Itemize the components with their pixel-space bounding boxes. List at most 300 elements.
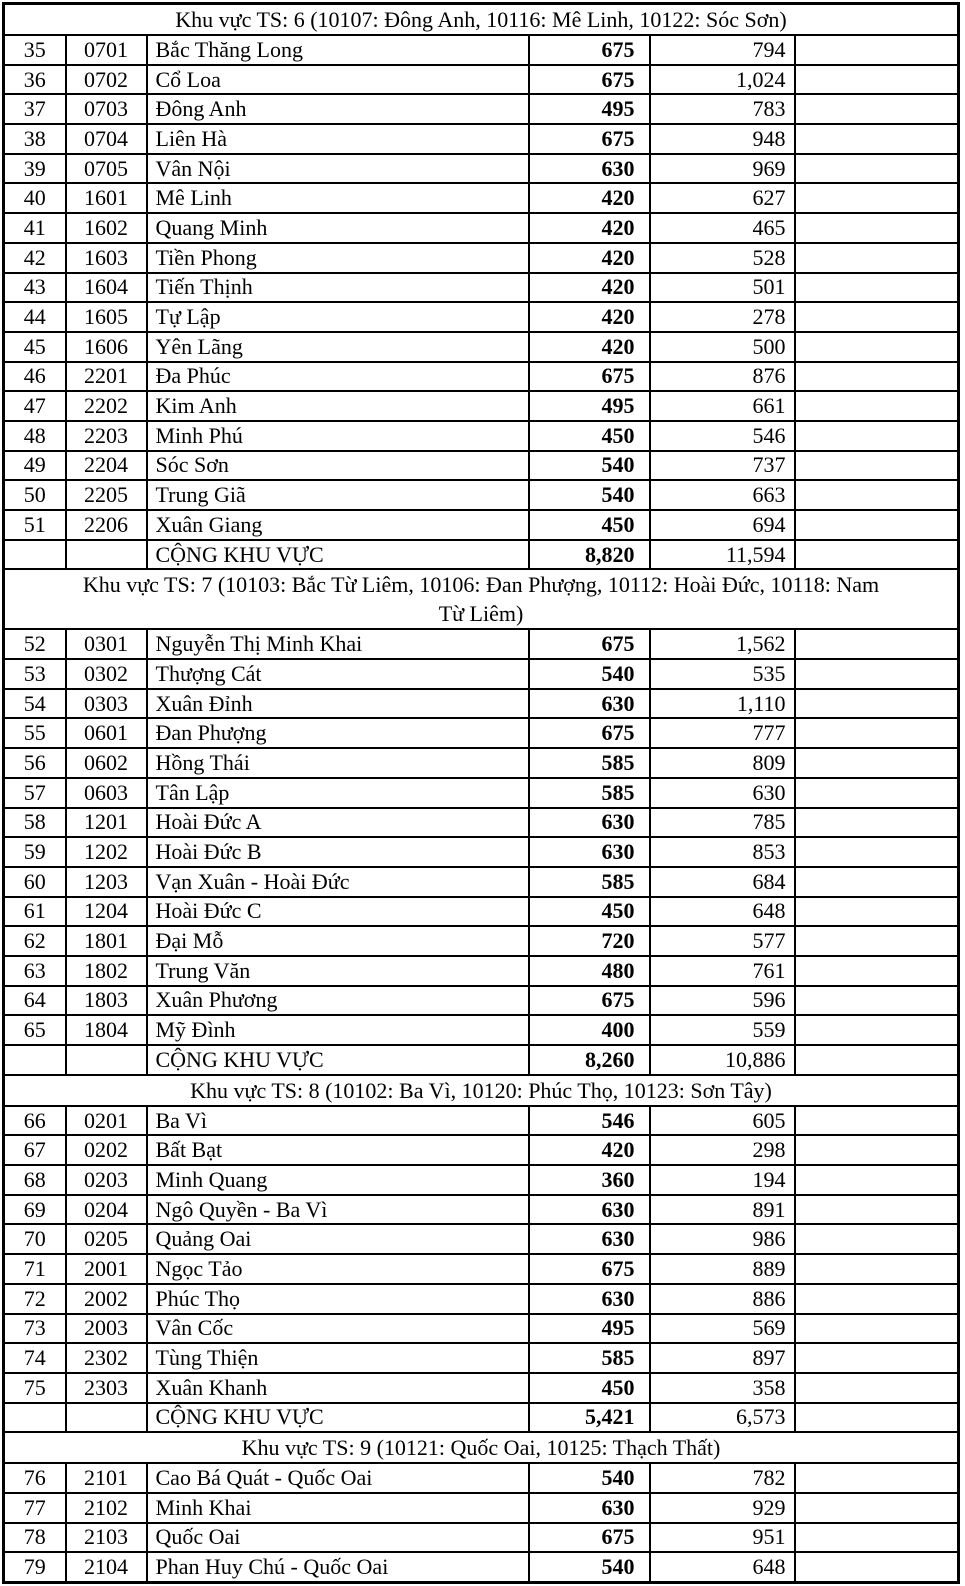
- col-school-name: Ba Vì: [147, 1106, 529, 1136]
- school-row: [4, 1224, 959, 1254]
- col-quota: 450: [529, 897, 650, 927]
- col-applied: 596: [650, 986, 795, 1016]
- col-code: 1803: [66, 986, 147, 1016]
- col-code: 1202: [66, 837, 147, 867]
- col-school-name: Ngọc Tảo: [147, 1254, 529, 1284]
- col-school-name: Quốc Oai: [147, 1523, 529, 1553]
- school-row: [4, 451, 959, 481]
- col-no: 57: [4, 778, 66, 808]
- col-no: 63: [4, 956, 66, 986]
- col-school-name: Sóc Sơn: [147, 451, 529, 481]
- col-no: 43: [4, 273, 66, 303]
- col-code: 2204: [66, 451, 147, 481]
- total-applied: 10,886: [650, 1045, 795, 1075]
- col-blank: [795, 332, 959, 362]
- col-blank: [795, 154, 959, 184]
- col-quota: 585: [529, 778, 650, 808]
- col-applied: 569: [650, 1314, 795, 1344]
- col-school-name: Đa Phúc: [147, 362, 529, 392]
- col-applied: 897: [650, 1343, 795, 1373]
- col-school-name: Kim Anh: [147, 391, 529, 421]
- col-no: 62: [4, 926, 66, 956]
- col-school-name: Đại Mỗ: [147, 926, 529, 956]
- col-code: 0203: [66, 1165, 147, 1195]
- col-school-name: Vân Nội: [147, 154, 529, 184]
- col-blank: [795, 1343, 959, 1373]
- col-school-name: Tiền Phong: [147, 243, 529, 273]
- school-row: [4, 421, 959, 451]
- col-no: 70: [4, 1224, 66, 1254]
- col-applied: 684: [650, 867, 795, 897]
- col-school-name: Hoài Đức C: [147, 897, 529, 927]
- col-quota: 630: [529, 837, 650, 867]
- school-row: [4, 1552, 959, 1582]
- col-no: 60: [4, 867, 66, 897]
- school-row: [4, 1343, 959, 1373]
- section-header-row: [4, 4, 959, 36]
- section-header-row: [4, 1075, 959, 1106]
- col-applied: 761: [650, 956, 795, 986]
- col-quota: 675: [529, 35, 650, 65]
- total-empty-code: [66, 540, 147, 570]
- col-quota: 420: [529, 332, 650, 362]
- col-applied: 535: [650, 659, 795, 689]
- total-empty-no: [4, 1045, 66, 1075]
- col-code: 0302: [66, 659, 147, 689]
- col-quota: 540: [529, 1463, 650, 1493]
- school-row: [4, 659, 959, 689]
- col-applied: 886: [650, 1284, 795, 1314]
- col-no: 37: [4, 94, 66, 124]
- col-applied: 694: [650, 510, 795, 540]
- col-blank: [795, 1224, 959, 1254]
- section-header-text: Khu vực TS: 9 (10121: Quốc Oai, 10125: Thạch Thất): [241, 1435, 721, 1461]
- admission-table: [2, 2, 960, 1584]
- col-code: 2202: [66, 391, 147, 421]
- col-no: 52: [4, 629, 66, 659]
- col-code: 0602: [66, 748, 147, 778]
- section-header-row: [4, 1432, 959, 1463]
- col-school-name: Hoài Đức B: [147, 837, 529, 867]
- col-quota: 495: [529, 1314, 650, 1344]
- col-blank: [795, 302, 959, 332]
- col-quota: 630: [529, 1493, 650, 1523]
- col-applied: 627: [650, 183, 795, 213]
- col-school-name: Liên Hà: [147, 124, 529, 154]
- col-quota: 495: [529, 94, 650, 124]
- col-code: 2206: [66, 510, 147, 540]
- col-blank: [795, 659, 959, 689]
- col-code: 2303: [66, 1373, 147, 1403]
- col-code: 2102: [66, 1493, 147, 1523]
- col-applied: 782: [650, 1463, 795, 1493]
- school-row: [4, 213, 959, 243]
- col-no: 39: [4, 154, 66, 184]
- col-quota: 630: [529, 808, 650, 838]
- col-school-name: Quang Minh: [147, 213, 529, 243]
- col-quota: 540: [529, 1552, 650, 1582]
- col-applied: 948: [650, 124, 795, 154]
- col-applied: 559: [650, 1015, 795, 1045]
- col-quota: 675: [529, 124, 650, 154]
- col-quota: 585: [529, 748, 650, 778]
- total-quota: 8,260: [529, 1045, 650, 1075]
- col-code: 0703: [66, 94, 147, 124]
- col-blank: [795, 1314, 959, 1344]
- col-school-name: Tùng Thiện: [147, 1343, 529, 1373]
- col-blank: [795, 1523, 959, 1553]
- col-school-name: Minh Quang: [147, 1165, 529, 1195]
- col-quota: 420: [529, 213, 650, 243]
- col-code: 2205: [66, 480, 147, 510]
- col-applied: 528: [650, 243, 795, 273]
- col-school-name: Mỹ Đình: [147, 1015, 529, 1045]
- school-row: [4, 837, 959, 867]
- col-no: 51: [4, 510, 66, 540]
- total-applied: 6,573: [650, 1403, 795, 1433]
- school-row: [4, 154, 959, 184]
- col-blank: [795, 540, 959, 570]
- col-no: 54: [4, 689, 66, 719]
- col-blank: [795, 956, 959, 986]
- col-no: 72: [4, 1284, 66, 1314]
- col-blank: [795, 451, 959, 481]
- total-empty-no: [4, 540, 66, 570]
- col-quota: 450: [529, 421, 650, 451]
- col-no: 74: [4, 1343, 66, 1373]
- section-header-row: [4, 569, 959, 629]
- col-code: 1201: [66, 808, 147, 838]
- col-quota: 480: [529, 956, 650, 986]
- col-applied: 737: [650, 451, 795, 481]
- col-school-name: Bắc Thăng Long: [147, 35, 529, 65]
- col-applied: 1,562: [650, 629, 795, 659]
- section-header-text: Khu vực TS: 7 (10103: Bắc Từ Liêm, 10106: Đan Phượng, 10112: Hoài Đức, 10118: Nam Từ Liêm): [82, 572, 880, 627]
- col-code: 1605: [66, 302, 147, 332]
- col-blank: [795, 1165, 959, 1195]
- school-row: [4, 718, 959, 748]
- col-code: 2101: [66, 1463, 147, 1493]
- col-quota: 675: [529, 629, 650, 659]
- col-code: 0204: [66, 1195, 147, 1225]
- school-row: [4, 808, 959, 838]
- school-row: [4, 1463, 959, 1493]
- col-no: 78: [4, 1523, 66, 1553]
- col-applied: 876: [650, 362, 795, 392]
- col-code: 1602: [66, 213, 147, 243]
- col-code: 1601: [66, 183, 147, 213]
- col-code: 2302: [66, 1343, 147, 1373]
- total-label: CỘNG KHU VỰC: [147, 1403, 529, 1433]
- col-blank: [795, 243, 959, 273]
- col-blank: [795, 718, 959, 748]
- col-no: 49: [4, 451, 66, 481]
- col-school-name: Xuân Đỉnh: [147, 689, 529, 719]
- col-applied: 194: [650, 1165, 795, 1195]
- col-no: 47: [4, 391, 66, 421]
- col-blank: [795, 629, 959, 659]
- col-school-name: Đan Phượng: [147, 718, 529, 748]
- col-no: 67: [4, 1135, 66, 1165]
- col-code: 2002: [66, 1284, 147, 1314]
- school-row: [4, 183, 959, 213]
- col-blank: [795, 689, 959, 719]
- school-row: [4, 1165, 959, 1195]
- col-no: 71: [4, 1254, 66, 1284]
- col-no: 66: [4, 1106, 66, 1136]
- col-no: 46: [4, 362, 66, 392]
- col-code: 2104: [66, 1552, 147, 1582]
- col-applied: 889: [650, 1254, 795, 1284]
- col-blank: [795, 1015, 959, 1045]
- section-header-text: Khu vực TS: 8 (10102: Ba Vì, 10120: Phúc Thọ, 10123: Sơn Tây): [190, 1077, 772, 1103]
- col-school-name: Minh Phú: [147, 421, 529, 451]
- col-applied: 794: [650, 35, 795, 65]
- col-blank: [795, 510, 959, 540]
- col-applied: 969: [650, 154, 795, 184]
- col-school-name: Hồng Thái: [147, 748, 529, 778]
- col-blank: [795, 183, 959, 213]
- col-blank: [795, 35, 959, 65]
- col-quota: 675: [529, 986, 650, 1016]
- col-no: 69: [4, 1195, 66, 1225]
- col-quota: 585: [529, 1343, 650, 1373]
- col-blank: [795, 1254, 959, 1284]
- school-row: [4, 273, 959, 303]
- col-no: 77: [4, 1493, 66, 1523]
- school-row: [4, 689, 959, 719]
- section-header-cell: [4, 569, 959, 629]
- region-total-row: [4, 1045, 959, 1075]
- col-code: 0303: [66, 689, 147, 719]
- col-applied: 278: [650, 302, 795, 332]
- col-quota: 720: [529, 926, 650, 956]
- col-applied: 648: [650, 897, 795, 927]
- col-no: 65: [4, 1015, 66, 1045]
- col-blank: [795, 808, 959, 838]
- col-code: 0705: [66, 154, 147, 184]
- col-code: 1804: [66, 1015, 147, 1045]
- section-header-cell: [4, 1075, 959, 1106]
- col-no: 68: [4, 1165, 66, 1195]
- col-blank: [795, 1135, 959, 1165]
- col-school-name: Xuân Khanh: [147, 1373, 529, 1403]
- col-blank: [795, 897, 959, 927]
- col-applied: 661: [650, 391, 795, 421]
- col-no: 73: [4, 1314, 66, 1344]
- col-applied: 298: [650, 1135, 795, 1165]
- col-applied: 465: [650, 213, 795, 243]
- col-no: 61: [4, 897, 66, 927]
- col-applied: 951: [650, 1523, 795, 1553]
- col-blank: [795, 926, 959, 956]
- school-row: [4, 748, 959, 778]
- col-quota: 420: [529, 302, 650, 332]
- col-applied: 1,110: [650, 689, 795, 719]
- col-no: 42: [4, 243, 66, 273]
- col-code: 2201: [66, 362, 147, 392]
- col-school-name: Tiến Thịnh: [147, 273, 529, 303]
- col-blank: [795, 124, 959, 154]
- col-code: 0701: [66, 35, 147, 65]
- col-applied: 605: [650, 1106, 795, 1136]
- col-school-name: Ngô Quyền - Ba Vì: [147, 1195, 529, 1225]
- col-school-name: Xuân Giang: [147, 510, 529, 540]
- col-blank: [795, 748, 959, 778]
- col-quota: 675: [529, 718, 650, 748]
- col-applied: 929: [650, 1493, 795, 1523]
- col-blank: [795, 867, 959, 897]
- col-code: 0201: [66, 1106, 147, 1136]
- col-blank: [795, 1463, 959, 1493]
- col-no: 45: [4, 332, 66, 362]
- col-code: 1801: [66, 926, 147, 956]
- col-code: 1604: [66, 273, 147, 303]
- col-code: 2003: [66, 1314, 147, 1344]
- col-quota: 540: [529, 480, 650, 510]
- col-school-name: Trung Văn: [147, 956, 529, 986]
- col-code: 1203: [66, 867, 147, 897]
- col-no: 56: [4, 748, 66, 778]
- total-empty-code: [66, 1403, 147, 1433]
- col-school-name: Cao Bá Quát - Quốc Oai: [147, 1463, 529, 1493]
- total-quota: 8,820: [529, 540, 650, 570]
- col-quota: 450: [529, 510, 650, 540]
- col-blank: [795, 1373, 959, 1403]
- school-row: [4, 1135, 959, 1165]
- col-school-name: Phan Huy Chú - Quốc Oai: [147, 1552, 529, 1582]
- col-quota: 675: [529, 1254, 650, 1284]
- col-applied: 777: [650, 718, 795, 748]
- school-row: [4, 1523, 959, 1553]
- col-quota: 540: [529, 659, 650, 689]
- col-applied: 1,024: [650, 65, 795, 95]
- col-code: 2001: [66, 1254, 147, 1284]
- col-no: 48: [4, 421, 66, 451]
- col-quota: 420: [529, 183, 650, 213]
- total-applied: 11,594: [650, 540, 795, 570]
- col-applied: 853: [650, 837, 795, 867]
- section-header-cell: [4, 1432, 959, 1463]
- col-applied: 783: [650, 94, 795, 124]
- col-applied: 500: [650, 332, 795, 362]
- school-row: [4, 1373, 959, 1403]
- school-row: [4, 124, 959, 154]
- total-empty-code: [66, 1045, 147, 1075]
- col-quota: 630: [529, 154, 650, 184]
- col-applied: 785: [650, 808, 795, 838]
- col-applied: 630: [650, 778, 795, 808]
- col-blank: [795, 213, 959, 243]
- col-school-name: Đông Anh: [147, 94, 529, 124]
- section-header-text: Khu vực TS: 6 (10107: Đông Anh, 10116: Mê Linh, 10122: Sóc Sơn): [175, 7, 787, 32]
- col-quota: 400: [529, 1015, 650, 1045]
- col-school-name: Hoài Đức A: [147, 808, 529, 838]
- col-blank: [795, 837, 959, 867]
- col-quota: 630: [529, 1224, 650, 1254]
- col-blank: [795, 362, 959, 392]
- col-no: 58: [4, 808, 66, 838]
- col-school-name: Cổ Loa: [147, 65, 529, 95]
- col-applied: 891: [650, 1195, 795, 1225]
- col-blank: [795, 1403, 959, 1433]
- col-code: 2103: [66, 1523, 147, 1553]
- col-quota: 585: [529, 867, 650, 897]
- col-applied: 648: [650, 1552, 795, 1582]
- col-code: 0603: [66, 778, 147, 808]
- col-school-name: Phúc Thọ: [147, 1284, 529, 1314]
- col-no: 79: [4, 1552, 66, 1582]
- school-row: [4, 510, 959, 540]
- col-no: 38: [4, 124, 66, 154]
- school-row: [4, 778, 959, 808]
- col-quota: 675: [529, 1523, 650, 1553]
- region-total-row: [4, 540, 959, 570]
- school-row: [4, 480, 959, 510]
- col-school-name: Mê Linh: [147, 183, 529, 213]
- total-label: CỘNG KHU VỰC: [147, 540, 529, 570]
- school-row: [4, 1254, 959, 1284]
- col-no: 75: [4, 1373, 66, 1403]
- col-no: 40: [4, 183, 66, 213]
- col-blank: [795, 1284, 959, 1314]
- col-applied: 501: [650, 273, 795, 303]
- school-row: [4, 302, 959, 332]
- col-quota: 630: [529, 689, 650, 719]
- col-code: 2203: [66, 421, 147, 451]
- school-row: [4, 243, 959, 273]
- school-row: [4, 1314, 959, 1344]
- col-blank: [795, 1493, 959, 1523]
- total-label: CỘNG KHU VỰC: [147, 1045, 529, 1075]
- col-no: 50: [4, 480, 66, 510]
- col-school-name: Vân Cốc: [147, 1314, 529, 1344]
- col-quota: 450: [529, 1373, 650, 1403]
- school-row: [4, 94, 959, 124]
- school-row: [4, 362, 959, 392]
- col-applied: 577: [650, 926, 795, 956]
- section-header-cell: [4, 4, 959, 36]
- col-code: 1204: [66, 897, 147, 927]
- col-no: 59: [4, 837, 66, 867]
- col-code: 1802: [66, 956, 147, 986]
- col-code: 1606: [66, 332, 147, 362]
- col-quota: 675: [529, 362, 650, 392]
- school-row: [4, 897, 959, 927]
- col-school-name: Bất Bạt: [147, 1135, 529, 1165]
- col-no: 36: [4, 65, 66, 95]
- school-row: [4, 926, 959, 956]
- col-quota: 420: [529, 273, 650, 303]
- col-no: 44: [4, 302, 66, 332]
- col-school-name: Xuân Phương: [147, 986, 529, 1016]
- col-school-name: Thượng Cát: [147, 659, 529, 689]
- school-row: [4, 629, 959, 659]
- col-no: 35: [4, 35, 66, 65]
- school-row: [4, 986, 959, 1016]
- school-row: [4, 1106, 959, 1136]
- col-code: 0704: [66, 124, 147, 154]
- col-quota: 630: [529, 1195, 650, 1225]
- col-school-name: Tân Lập: [147, 778, 529, 808]
- col-code: 0702: [66, 65, 147, 95]
- col-blank: [795, 1195, 959, 1225]
- col-school-name: Tự Lập: [147, 302, 529, 332]
- col-school-name: Minh Khai: [147, 1493, 529, 1523]
- col-school-name: Quảng Oai: [147, 1224, 529, 1254]
- col-no: 64: [4, 986, 66, 1016]
- school-row: [4, 65, 959, 95]
